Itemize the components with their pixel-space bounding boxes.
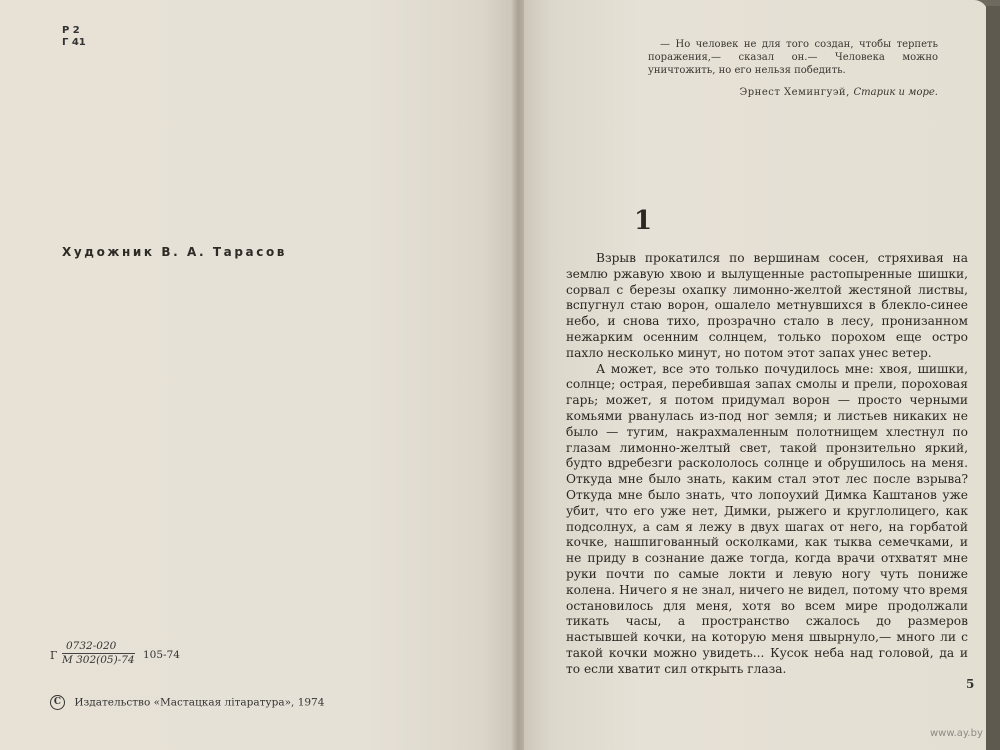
library-code-line: Р 2 bbox=[62, 25, 80, 36]
publication-code-numerator: 0732-020 bbox=[62, 640, 135, 654]
body-paragraph: А может, все это только почудилось мне: хвоя, шишки, солнце; острая, перебившая запах смолы и прели, пороховая гарь; может, я потом придумал ворон — просто черными комьями рванулась из-под ног земля; и листьев никаких не было — тугим, накрахмаленным полотнищем хлестнул по глазам лимонно-желтый свет, такой пронзительно яркий, будто вдребезги раскололось солнце и обрушилось на меня. Откуда мне было знать, каким стал этот лес после взрыва? Откуда мне было знать, что лопоухий Димка Каштанов уже убит, что его уже нет, Димки, рыжего и круглолицего, как подсолнух, а сам я лежу в двух шагах от него, на горбатой кочке, нашпигованный осколками, как тыква семечками, и не приду в сознание даже тогда, когда врачи отхватят мне руки почти по самые локти и левую ногу чуть пониже колена. Ничего я не знал, ничего не видел, потому что время остановилось для меня, хотя во всем мире продолжали тикать часы, а пространство сжалось до размеров настывшей кочки, на которую меня швырнуло,— много ли с такой кочки можно увидеть... Кусок неба над головой, да и то если хватит сил открыть глаза. bbox=[566, 361, 968, 676]
publication-code-suffix: 105-74 bbox=[143, 649, 180, 661]
publication-code-prefix: Г bbox=[50, 649, 58, 662]
chapter-body bbox=[566, 251, 968, 678]
chapter-number: 1 bbox=[634, 206, 653, 236]
epigraph-quote: — Но человек не для того создан, чтобы терпеть поражения,— сказал он.— Человека можно уничтожить, но его нельзя победить. bbox=[648, 39, 938, 76]
publisher-text: Издательство «Мастацкая літаратура», 1974 bbox=[74, 696, 325, 709]
epigraph-attribution bbox=[648, 86, 938, 99]
epigraph bbox=[648, 38, 938, 99]
watermark: www.ay.by bbox=[930, 728, 983, 739]
epigraph-author: Эрнест Хемингуэй, bbox=[739, 87, 850, 98]
epigraph-work: Старик и море. bbox=[853, 87, 938, 98]
illustrator-credit: Художник В. А. Тарасов bbox=[62, 245, 288, 259]
library-code-line: Г 41 bbox=[62, 37, 86, 48]
library-codes bbox=[62, 25, 86, 49]
page-number: 5 bbox=[966, 677, 975, 691]
copyright-icon: С bbox=[50, 695, 65, 710]
body-paragraph: Взрыв прокатился по вершинам сосен, стряхивая на землю ржавую хвою и вылущенные растопыренные шишки, сорвал с березы охапку лимонно-желтой жестяной листвы, вспугнул стаю ворон, ошалело метнувшихся в блекло-синее небо, и снова тихо, прозрачно стало в лесу, пронизанном нежарким осенним солнцем, только порохом еще остро пахло несколько минут, но потом этот запах унес ветер. bbox=[566, 251, 968, 360]
publication-code-denominator: М 302(05)-74 bbox=[62, 654, 135, 666]
publisher-line bbox=[50, 695, 324, 710]
publication-code-fraction bbox=[62, 640, 135, 667]
background-edge bbox=[986, 6, 1000, 750]
